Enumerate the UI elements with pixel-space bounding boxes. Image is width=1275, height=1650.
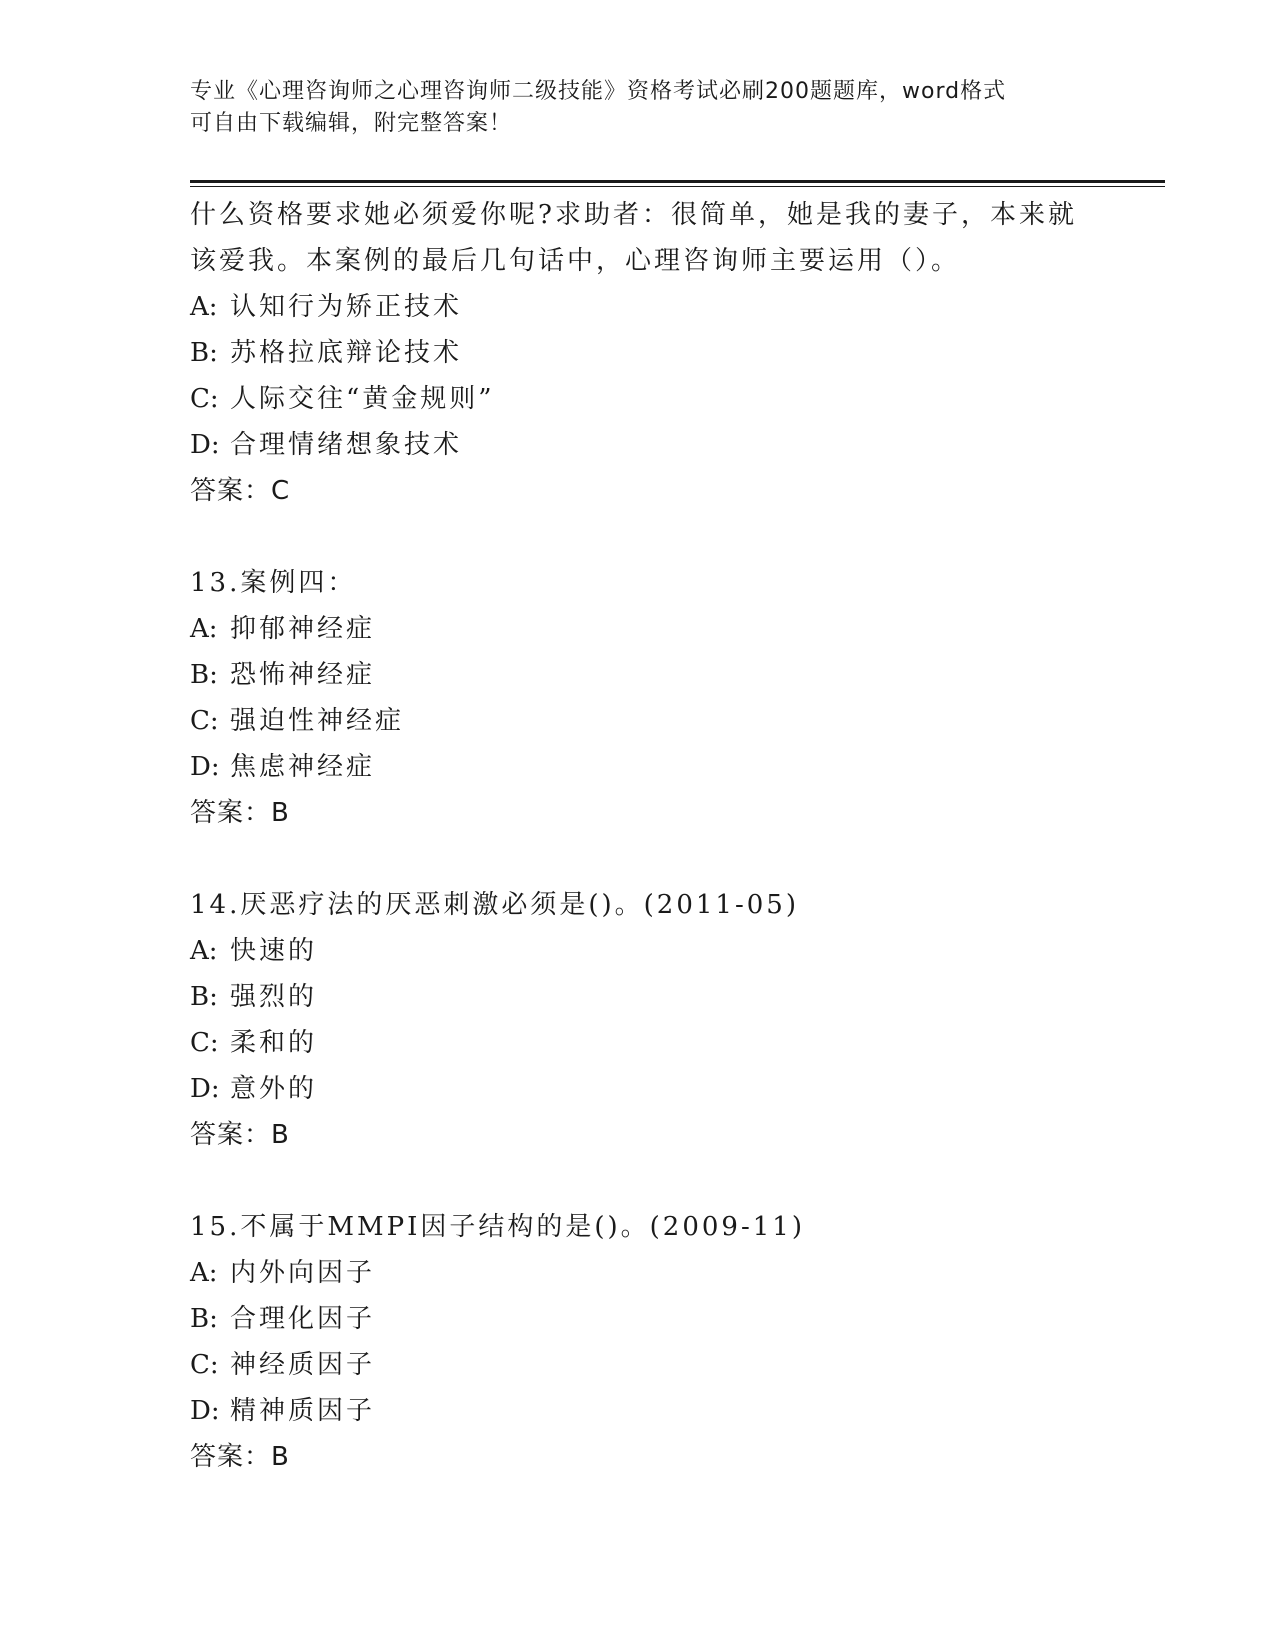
option-b (190, 974, 1120, 1020)
option-a (190, 606, 1120, 652)
option-letter: C: (190, 706, 219, 736)
header-title-line-1: 专业《心理咨询师之心理咨询师二级技能》资格考试必刷200题题库，word格式 (190, 79, 1007, 104)
option-c (190, 1020, 1120, 1066)
option-letter: A: (190, 936, 218, 966)
answer-line: 答案：B (190, 1120, 290, 1150)
answer-line: 答案：B (190, 798, 290, 828)
option-c (190, 698, 1120, 744)
option-text: 恐怖神经症 (230, 660, 376, 690)
header-divider-thin (190, 186, 1165, 187)
option-letter: D: (190, 1074, 220, 1104)
option-letter: D: (190, 430, 220, 460)
spacer (190, 1158, 1120, 1204)
header-title-line-2: 可自由下载编辑，附完整答案！ (190, 111, 513, 136)
document-header (190, 76, 1090, 140)
option-letter: C: (190, 1350, 219, 1380)
option-c (190, 1342, 1120, 1388)
option-text: 苏格拉底辩论技术 (230, 338, 463, 368)
option-letter: D: (190, 752, 220, 782)
option-letter: A: (190, 292, 218, 322)
option-text: 快速的 (230, 936, 318, 966)
option-text: 强烈的 (230, 982, 318, 1012)
option-text: 焦虑神经症 (230, 752, 376, 782)
question-15 (190, 1204, 1120, 1480)
option-letter: B: (190, 982, 218, 1012)
answer-line: 答案：C (190, 476, 291, 506)
option-d (190, 1066, 1120, 1112)
option-text: 精神质因子 (230, 1396, 376, 1426)
option-a (190, 928, 1120, 974)
option-text: 抑郁神经症 (230, 614, 376, 644)
question-text-line: 15.不属于MMPI因子结构的是()。(2009-11) (190, 1212, 805, 1242)
option-d (190, 744, 1120, 790)
option-letter: D: (190, 1396, 220, 1426)
question-text-line: 什么资格要求她必须爱你呢?求助者：很简单，她是我的妻子，本来就 (190, 200, 1077, 230)
spacer (190, 836, 1120, 882)
option-b (190, 1296, 1120, 1342)
answer-line: 答案：B (190, 1442, 290, 1472)
question-text-line: 14.厌恶疗法的厌恶刺激必须是()。(2011-05) (190, 890, 799, 920)
option-letter: B: (190, 1304, 218, 1334)
option-text: 内外向因子 (230, 1258, 376, 1288)
option-letter: A: (190, 614, 218, 644)
option-text: 柔和的 (230, 1028, 318, 1058)
option-a (190, 284, 1120, 330)
header-divider-thick (190, 180, 1165, 183)
option-letter: B: (190, 338, 218, 368)
question-text-line: 13.案例四： (190, 568, 357, 598)
option-c (190, 376, 1120, 422)
spacer (190, 514, 1120, 560)
option-letter: B: (190, 660, 218, 690)
option-text: 合理情绪想象技术 (230, 430, 463, 460)
question-list (190, 192, 1120, 1480)
option-b (190, 330, 1120, 376)
option-d (190, 1388, 1120, 1434)
question-13 (190, 560, 1120, 836)
option-d (190, 422, 1120, 468)
option-text: 神经质因子 (230, 1350, 376, 1380)
question-12 (190, 192, 1120, 514)
option-letter: C: (190, 384, 219, 414)
question-14 (190, 882, 1120, 1158)
option-letter: A: (190, 1258, 218, 1288)
option-text: 强迫性神经症 (230, 706, 405, 736)
option-letter: C: (190, 1028, 219, 1058)
option-b (190, 652, 1120, 698)
question-text-line: 该爱我。本案例的最后几句话中，心理咨询师主要运用（）。 (190, 246, 961, 276)
option-text: 认知行为矫正技术 (230, 292, 463, 322)
option-text: 人际交往“黄金规则” (230, 384, 495, 414)
option-text: 意外的 (230, 1074, 318, 1104)
option-a (190, 1250, 1120, 1296)
option-text: 合理化因子 (230, 1304, 376, 1334)
